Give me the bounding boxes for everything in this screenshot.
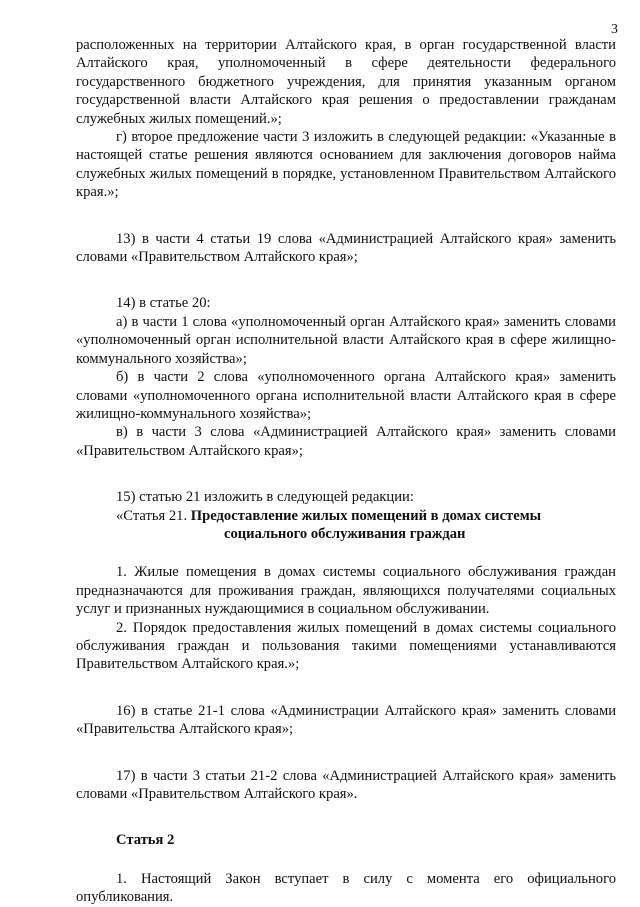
paragraph-item-14b: б) в части 2 слова «уполномоченного органа Алтайского края» заменить словами «уполномоченного органа исполнительной власти Алтайского края в сфере жилищно-коммунального хозяйства»; — [76, 369, 616, 422]
article-21-heading — [76, 507, 616, 525]
spacer — [76, 460, 616, 488]
paragraph-item-g: г) второе предложение части 3 изложить в следующей редакции: «Указанные в настоящей статье решения являются основанием для заключения договоров найма служебных жилых помещений в порядке, установленном Правительством Алтайского края.»; — [76, 129, 616, 201]
spacer — [76, 850, 616, 870]
spacer — [76, 202, 616, 230]
article-21-prefix: «Статья 21. — [116, 507, 191, 524]
spacer — [76, 266, 616, 294]
spacer — [76, 803, 616, 831]
paragraph-item-13: 13) в части 4 статьи 19 слова «Администрацией Алтайского края» заменить словами «Правительством Алтайского края»; — [76, 230, 616, 266]
article-21-title-line1: Предоставление жилых помещений в домах системы — [190, 507, 542, 524]
paragraph-continuation: расположенных на территории Алтайского края, в орган государственной власти Алтайского края, уполномоченный в сфере деятельности федерального государственного бюджетного учреждения, для принятия указанным органом государственной власти Алтайского края решения о предоставлении гражданам служебных жилых помещений.»; — [76, 37, 616, 127]
article-2-title: Статья 2 — [116, 832, 175, 849]
paragraph-item-15: 15) статью 21 изложить в следующей редакции: — [116, 489, 414, 506]
paragraph-item-14v: в) в части 3 слова «Администрацией Алтайского края» заменить словами «Правительством Алтайского края»; — [76, 424, 616, 459]
paragraph-item-14a: а) в части 1 слова «уполномоченный орган Алтайского края» заменить словами «уполномоченный орган исполнительной власти Алтайского края в сфере жилищно-коммунального хозяйства»; — [76, 313, 616, 367]
paragraph-item-16: 16) в статье 21-1 слова «Администрации Алтайского края» заменить словами «Правительства Алтайского края»; — [76, 702, 616, 738]
spacer — [76, 739, 616, 767]
article-21-part-1: 1. Жилые помещения в домах системы социального обслуживания граждан предназначаются для проживания граждан, являющихся получателями социальных услуг и признанных нуждающимися в социальном обслуживании. — [76, 564, 616, 618]
document-body — [76, 36, 616, 907]
paragraph-item-14: 14) в статье 20: — [116, 295, 211, 312]
article-21-title-line2: социального обслуживания граждан — [224, 525, 466, 542]
spacer — [76, 543, 616, 563]
article-21-part-2: 2. Порядок предоставления жилых помещений в домах системы социального обслуживания граждан и пользования такими помещениями устанавливаются Правительством Алтайского края.»; — [76, 619, 616, 673]
page-number: 3 — [611, 22, 618, 37]
article-2-part-1: 1. Настоящий Закон вступает в силу с момента его официального опубликования. — [76, 870, 616, 906]
paragraph-item-17: 17) в части 3 статьи 21-2 слова «Администрацией Алтайского края» заменить словами «Правительством Алтайского края». — [76, 767, 616, 802]
spacer — [76, 674, 616, 702]
